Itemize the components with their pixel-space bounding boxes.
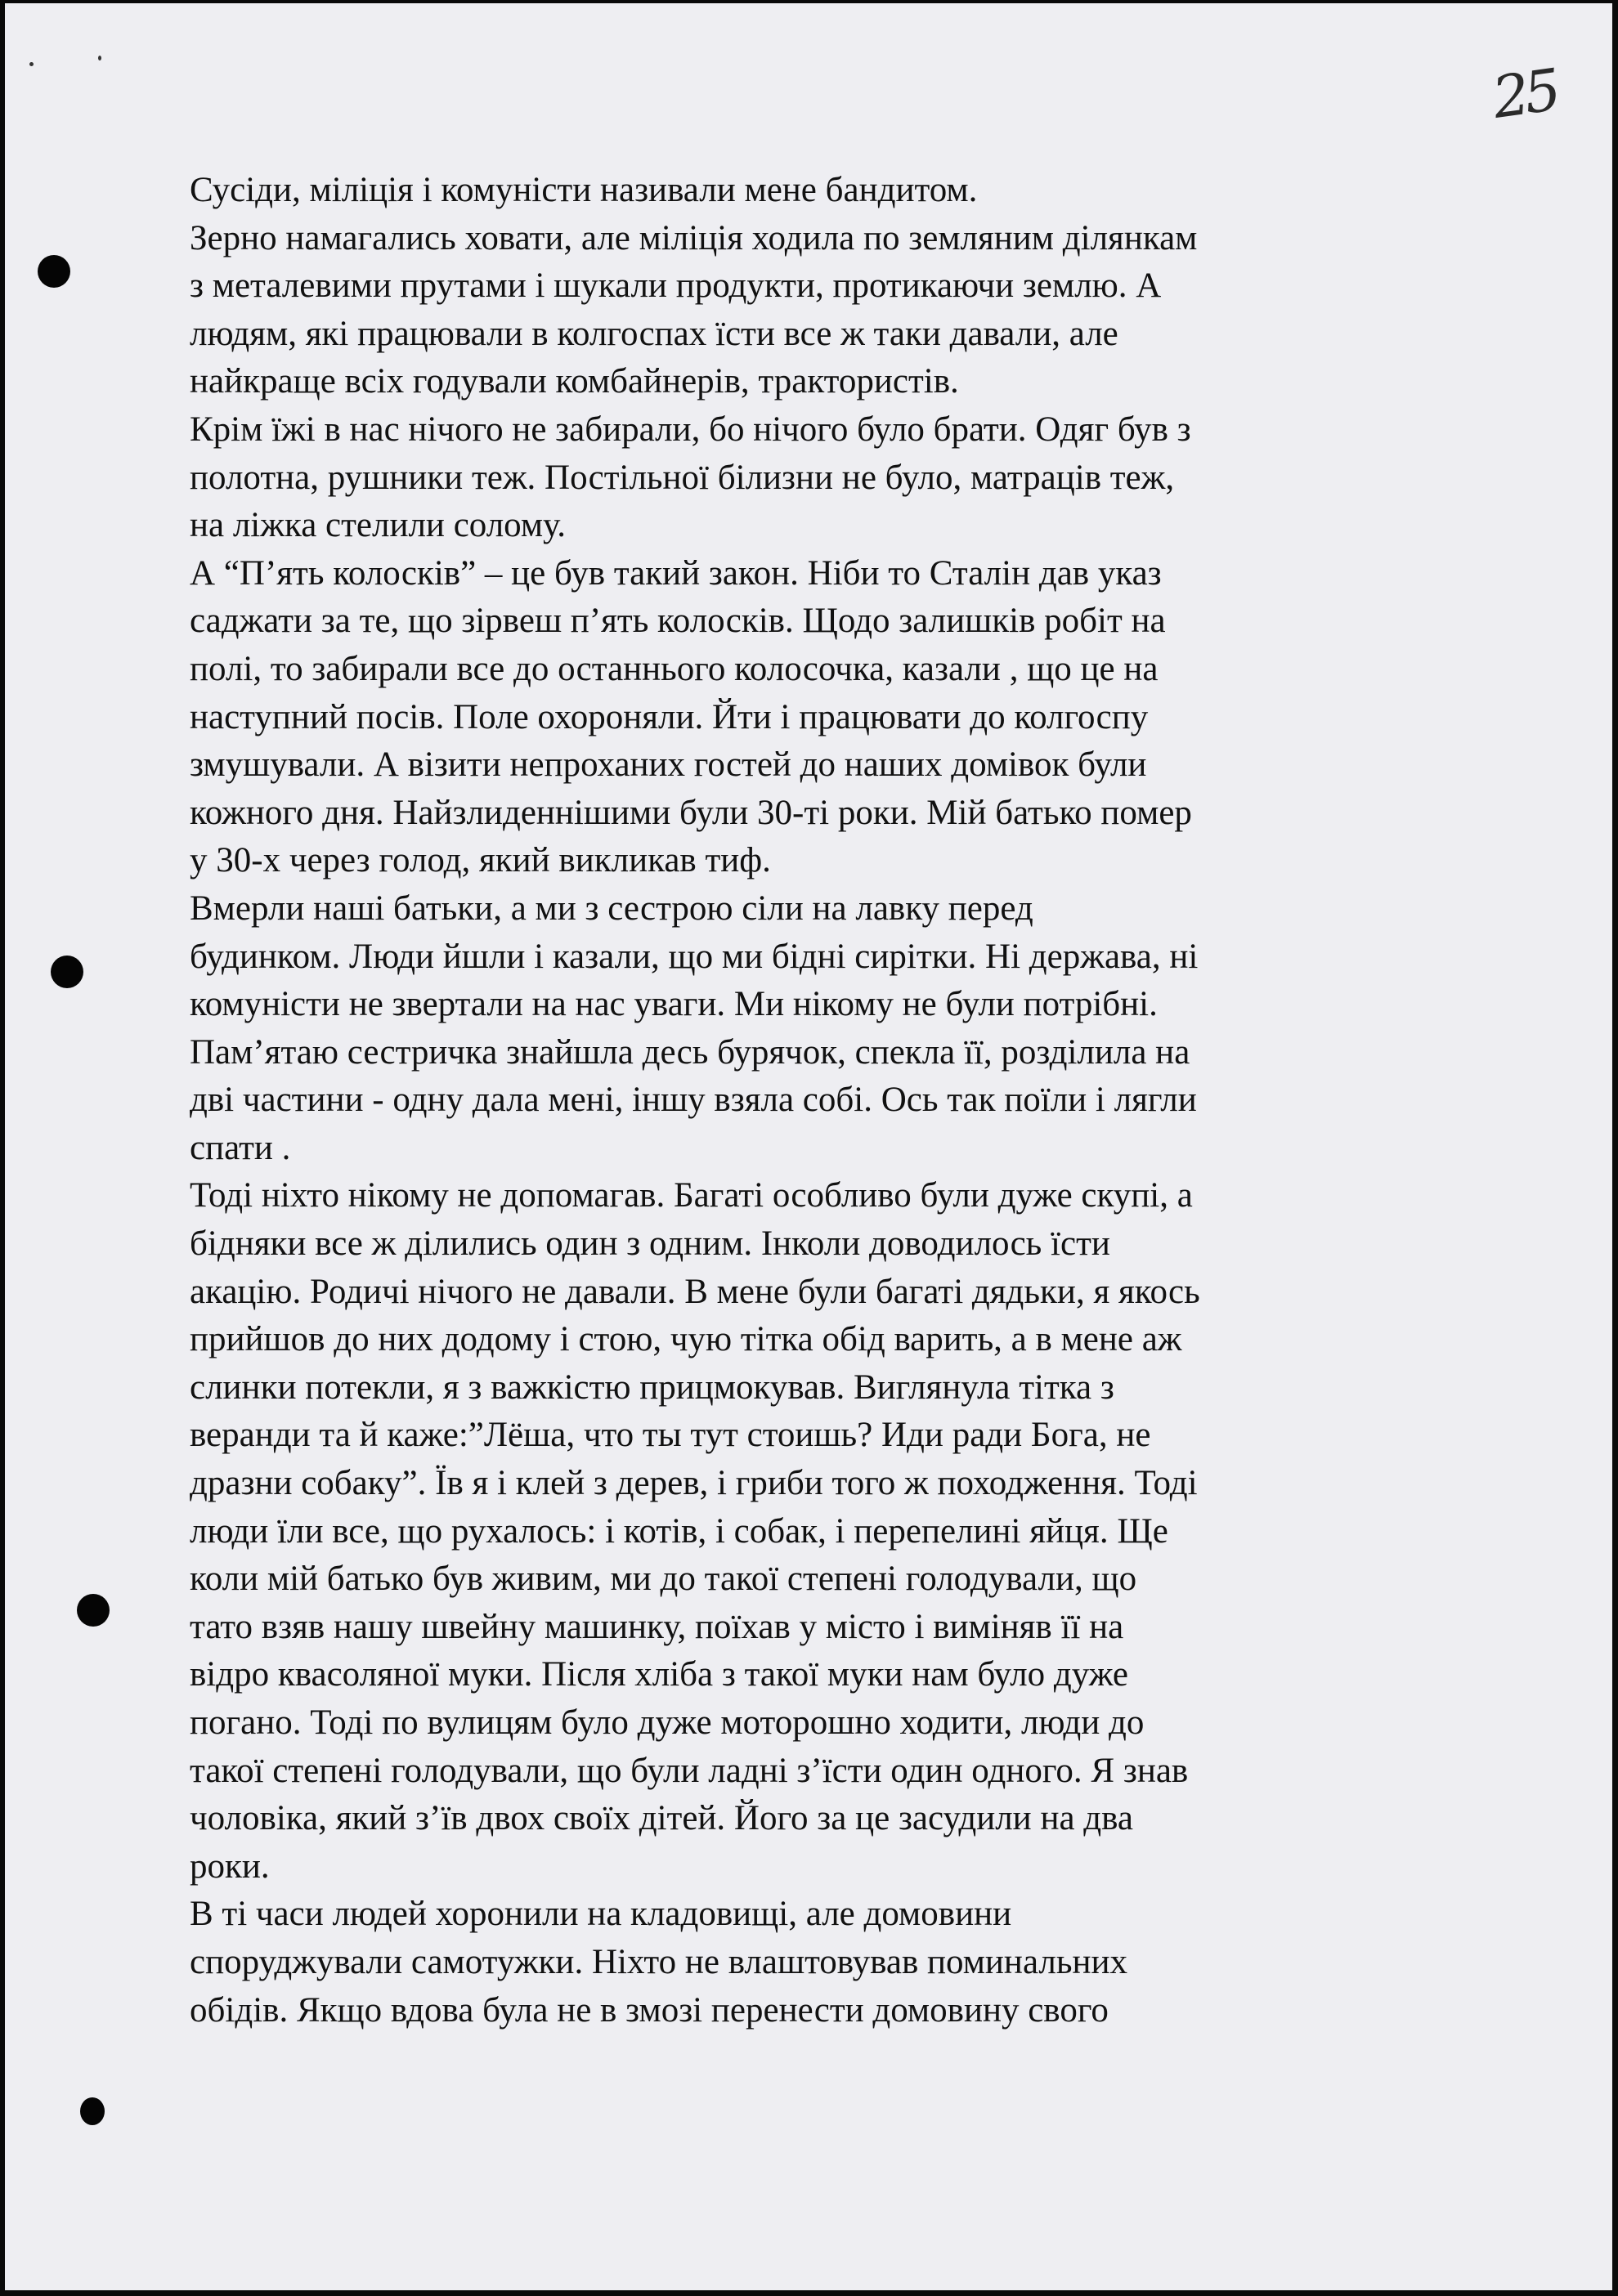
text-line: такої степені голодували, що були ладні з’їсти один одного. Я знав xyxy=(190,1751,1189,1790)
binder-hole xyxy=(80,2097,105,2125)
text-line: акацію. Родичі нічого не давали. В мене були багаті дядьки, я якось xyxy=(190,1272,1200,1311)
binder-hole xyxy=(77,1594,110,1627)
handwritten-page-number: 25 xyxy=(1488,56,1561,132)
binder-hole xyxy=(51,956,83,988)
text-line: дразни собаку”. Їв я і клей з дерев, і гриби того ж походження. Тоді xyxy=(190,1464,1198,1503)
text-line: відро квасоляної муки. Після хліба з такої муки нам було дуже xyxy=(190,1655,1128,1694)
text-line: В ті часи людей хоронили на кладовищі, але домовини xyxy=(190,1895,1012,1934)
text-line: спати . xyxy=(190,1128,291,1167)
document-page xyxy=(5,3,1612,2290)
text-line: Зерно намагались ховати, але міліція ходила по земляним ділянкам xyxy=(190,218,1198,257)
text-line: бідняки все ж ділились один з одним. Інколи доводилось їсти xyxy=(190,1224,1110,1264)
body-text xyxy=(190,167,1465,2034)
scan-speck xyxy=(98,56,101,60)
text-line: саджати за те, що зірвеш п’ять колосків. Щодо залишків робіт на xyxy=(190,602,1166,641)
binder-hole xyxy=(38,255,70,288)
text-line: Крім їжі в нас нічого не забирали, бо нічого було брати. Одяг був з xyxy=(190,410,1191,449)
text-line: з металевими прутами і шукали продукти, протикаючи землю. А xyxy=(190,266,1162,306)
text-line: полі, то забирали все до останнього колосочка, казали , що це на xyxy=(190,649,1159,688)
text-line: Пам’ятаю сестричка знайшла десь бурячок, спекла її, розділила на xyxy=(190,1032,1190,1072)
text-line: обідів. Якщо вдова була не в змозі перенести домовину свого xyxy=(190,1990,1109,2030)
text-line: тато взяв нашу швейну машинку, поїхав у місто і виміняв її на xyxy=(190,1607,1124,1646)
scan-speck xyxy=(29,62,34,66)
text-line: комуністи не звертали на нас уваги. Ми нікому не були потрібні. xyxy=(190,985,1158,1024)
text-line: на ліжка стелили солому. xyxy=(190,506,567,545)
text-line: будинком. Люди йшли і казали, що ми бідні сирітки. Ні держава, ні xyxy=(190,937,1199,976)
text-line: полотна, рушники теж. Постільної білизни не було, матраців теж, xyxy=(190,458,1175,497)
text-line: змушували. А візити непроханих гостей до наших домівок були xyxy=(190,745,1147,785)
text-line: Тоді ніхто нікому не допомагав. Багаті особливо були дуже скупі, а xyxy=(190,1176,1193,1215)
text-line: наступний посів. Поле охороняли. Йти і працювати до колгоспу xyxy=(190,697,1149,736)
text-line: коли мій батько був живим, ми до такої степені голодували, що xyxy=(190,1560,1137,1599)
text-line: кожного дня. Найзлиденнішими були 30-ті роки. Мій батько помер xyxy=(190,793,1192,832)
text-line: чоловіка, який з’їв двох своїх дітей. Його за це засудили на два xyxy=(190,1799,1133,1838)
text-line: погано. Тоді по вулицям було дуже моторошно ходити, люди до xyxy=(190,1703,1145,1742)
text-line: найкраще всіх годували комбайнерів, трактористів. xyxy=(190,362,959,401)
text-line: споруджували самотужки. Ніхто не влаштовував поминальних xyxy=(190,1942,1127,1981)
text-line: А “П’ять колосків” – це був такий закон. Ніби то Сталін дав указ xyxy=(190,553,1162,593)
text-line: слинки потекли, я з важкістю прицмокував. Виглянула тітка з xyxy=(190,1367,1114,1407)
text-line: людям, які працювали в колгоспах їсти все ж таки давали, але xyxy=(190,314,1118,353)
text-line: дві частини - одну дала мені, іншу взяла собі. Ось так поїли і лягли xyxy=(190,1081,1197,1120)
text-line: роки. xyxy=(190,1846,270,1886)
text-line: у 30-х через голод, який викликав тиф. xyxy=(190,841,771,880)
text-line: прийшов до них додому і стою, чую тітка обід варить, а в мене аж xyxy=(190,1320,1182,1359)
text-line: Сусіди, міліція і комуністи називали мене бандитом. xyxy=(190,171,978,209)
text-line: веранди та й каже:”Лёша, что ты тут стоишь? Иди ради Бога, не xyxy=(190,1416,1151,1455)
text-line: люди їли все, що рухалось: і котів, і собак, і перепелині яйця. Ще xyxy=(190,1511,1168,1551)
text-line: Вмерли наші батьки, а ми з сестрою сіли на лавку перед xyxy=(190,888,1033,928)
